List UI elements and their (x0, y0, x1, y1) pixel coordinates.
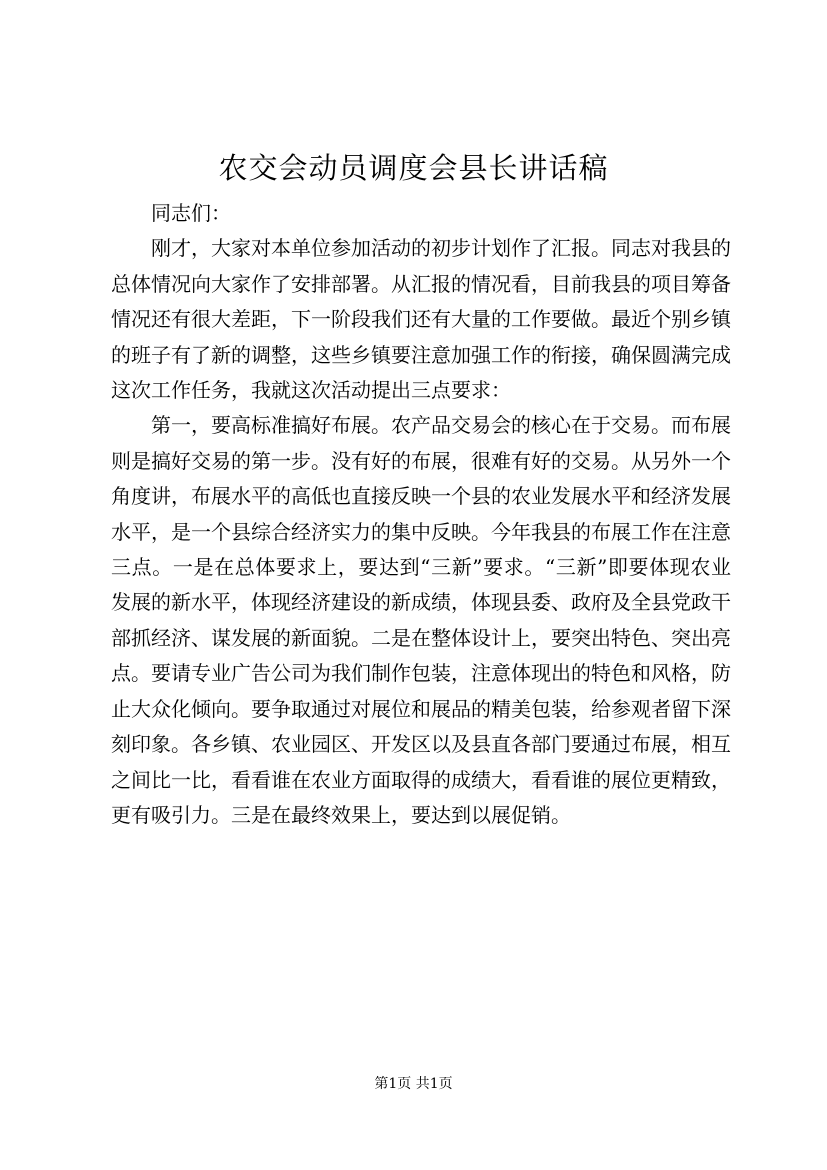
page-number-footer: 第1页 共1页 (374, 1076, 453, 1092)
body-paragraph: 刚才，大家对本单位参加活动的初步计划作了汇报。同志对我县的总体情况向大家作了安排部署。从汇报的情况看，目前我县的项目筹备情况还有很大差距，下一阶段我们还有大量的工作要做。最近个别乡镇的班子有了新的调整，这些乡镇要注意加强工作的衔接，确保圆满完成这次工作任务，我就这次活动提出三点要求： (111, 236, 731, 403)
document-title: 农交会动员调度会县长讲话稿 (218, 151, 609, 185)
salutation-paragraph: 同志们： (151, 201, 231, 225)
body-paragraph: 第一，要高标准搞好布展。农产品交易会的核心在于交易。而布展则是搞好交易的第一步。没有好的布展，很难有好的交易。从另外一个角度讲，布展水平的高低也直接反映一个县的农业发展水平和经济发展水平，是一个县综合经济实力的集中反映。今年我县的布展工作在注意三点。一是在总体要求上，要达到“三新”要求。“三新”即要体现农业发展的新水平，体现经济建设的新成绩，体现县委、政府及全县党政干部抓经济、谋发展的新面貌。二是在整体设计上，要突出特色、突出亮点。要请专业广告公司为我们制作包装，注意体现出的特色和风格，防止大众化倾向。要争取通过对展位和展品的精美包装，给参观者留下深刻印象。各乡镇、农业园区、开发区以及县直各部门要通过布展，相互之间比一比，看看谁在农业方面取得的成绩大，看看谁的展位更精致，更有吸引力。三是在最终效果上，要达到以展促销。 (111, 413, 731, 827)
document-body (111, 196, 731, 833)
